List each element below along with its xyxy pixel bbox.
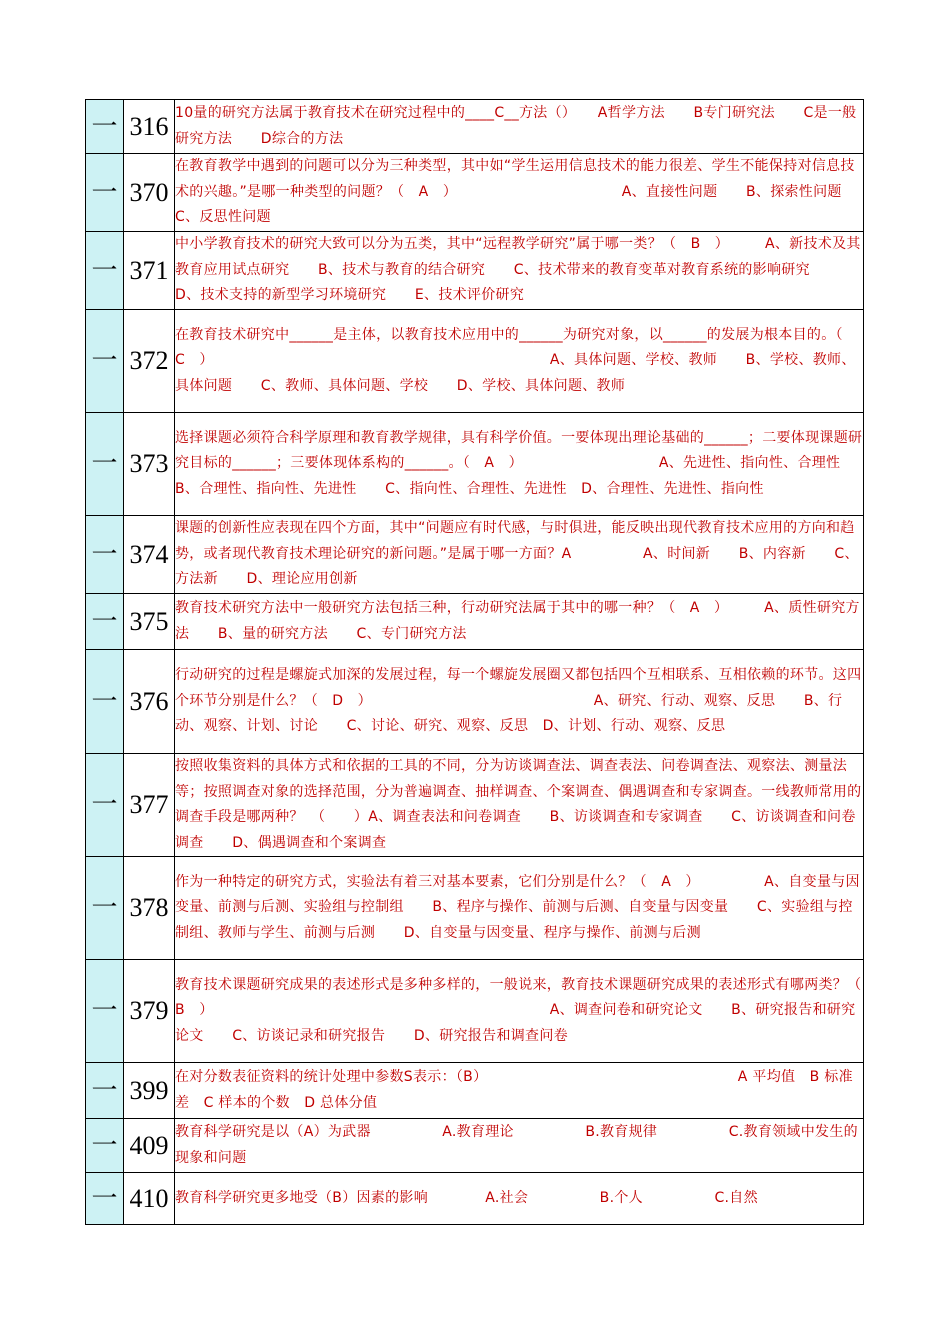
category-cell: 一 [86, 100, 124, 154]
question-number: 370 [124, 154, 175, 232]
category-cell: 一 [86, 754, 124, 857]
question-text: 按照收集资料的具体方式和依据的工具的不同，分为访谈调查法、调查表法、问卷调查法、观察法、测量法等；按照调查对象的选择范围，分为普遍调查、抽样调查、个案调查、偶遇调查和专家调查。一线教师常用的调查手段是哪两种？ （ ）A、调查表法和问卷调查 B、访谈调查和专家调查 C、访谈调查和问卷调查 D、偶遇调查和个案调查 [175, 758, 862, 851]
question-text: 教育技术课题研究成果的表述形式是多种多样的，一般说来，教育技术课题研究成果的表述形式有哪两类？（ B ） A、调查问卷和研究论文 B、研究报告和研究论文 C、访谈记录和研究报告 D、研究报告和调查问卷 [175, 976, 876, 1044]
question-text: 在教育教学中遇到的问题可以分为三种类型，其中如“学生运用信息技术的能力很差、学生不能保持对信息技术的兴趣。”是哪一种类型的问题？（ A ） A、直接性问题 B、探索性问题 C、反思性问题 [175, 158, 871, 226]
question-number: 377 [124, 754, 175, 857]
question-cell [175, 100, 864, 154]
category-cell: 一 [86, 1119, 124, 1173]
question-text: 教育科学研究是以（A）为武器 A.教育理论 B.教育规律 C.教育领域中发生的现象和问题 [175, 1124, 858, 1166]
category-cell: 一 [86, 650, 124, 754]
table-row [86, 754, 864, 857]
category-cell: 一 [86, 960, 124, 1063]
question-text: 教育技术研究方法中一般研究方法包括三种，行动研究法属于其中的哪一种？（ A ） A、质性研究方法 B、量的研究方法 C、专门研究方法 [175, 600, 860, 642]
question-text: 行动研究的过程是螺旋式加深的发展过程，每一个螺旋发展圈又都包括四个互相联系、互相依赖的环节。这四个环节分别是什么？（ D ） A、研究、行动、观察、反思 B、行动、观察、计划、讨论 C、讨论、研究、观察、反思 D、计划、行动、观察、反思 [175, 667, 862, 735]
question-number: 371 [124, 232, 175, 310]
category-cell: 一 [86, 1173, 124, 1225]
table-row [86, 1173, 864, 1225]
category-cell: 一 [86, 310, 124, 413]
table-row [86, 594, 864, 650]
question-number: 379 [124, 960, 175, 1063]
category-cell: 一 [86, 232, 124, 310]
table-row [86, 413, 864, 516]
question-text: 作为一种特定的研究方式，实验法有着三对基本要素，它们分别是什么？（ A ） A、自变量与因变量、前测与后测、实验组与控制组 B、程序与操作、前测与后测、自变量与因变量 C、实验组与控制组、教师与学生、前测与后测 D、自变量与因变量、程序与操作、前测与后测 [175, 873, 860, 941]
question-cell [175, 1119, 864, 1173]
question-number: 399 [124, 1063, 175, 1119]
category-cell: 一 [86, 154, 124, 232]
category-cell: 一 [86, 413, 124, 516]
question-number: 316 [124, 100, 175, 154]
question-cell [175, 516, 864, 594]
question-text: 中小学教育技术的研究大致可以分为五类，其中“远程教学研究”属于哪一类？（ B ） A、新技术及其教育应用试点研究 B、技术与教育的结合研究 C、技术带来的教育变革对教育系统的影响研究 D、技术支持的新型学习环境研究 E、技术评价研究 [175, 236, 861, 304]
table-row [86, 516, 864, 594]
question-cell [175, 857, 864, 960]
question-cell [175, 154, 871, 232]
table-row [86, 960, 864, 1063]
table-row [86, 100, 864, 154]
question-cell [175, 754, 864, 857]
question-table [85, 99, 876, 1225]
question-cell [175, 1173, 864, 1225]
category-cell: 一 [86, 857, 124, 960]
question-text: 课题的创新性应表现在四个方面，其中“问题应有时代感，与时俱进，能反映出现代教育技术应用的方向和趋势，或者现代教育技术理论研究的新问题。”是属于哪一方面？A A、时间新 B、内容新 C、方法新 D、理论应用创新 [175, 520, 859, 588]
question-text: 选择课题必须符合科学原理和教育教学规律，具有科学价值。一要体现出理论基础的______；二要体现课题研究目标的______；三要体现体系构的______。（ A ） A、先进性、指向性、合理性 B、合理性、指向性、先进性 C、指向性、合理性、先进性 D、合理性、先进性、指向性 [175, 429, 869, 497]
category-cell: 一 [86, 594, 124, 650]
table-row [86, 1119, 864, 1173]
table-row [86, 1063, 864, 1119]
question-cell [175, 960, 876, 1063]
question-text: 10量的研究方法属于教育技术在研究过程中的____C__方法（） A哲学方法 B专门研究法 C是一般研究方法 D综合的方法 [175, 105, 857, 147]
table-row [86, 857, 864, 960]
question-cell [175, 1063, 864, 1119]
category-cell: 一 [86, 516, 124, 594]
question-text: 教育科学研究更多地受（B）因素的影响 A.社会 B.个人 C.自然 [175, 1189, 758, 1206]
category-cell: 一 [86, 1063, 124, 1119]
table-row [86, 650, 864, 754]
question-number: 372 [124, 310, 175, 413]
table-row [86, 232, 864, 310]
question-number: 374 [124, 516, 175, 594]
question-text: 在教育技术研究中______是主体，以教育技术应用中的______为研究对象，以______的发展为根本目的。（ C ） A、具体问题、学校、教师 B、学校、教师、具体问题 C、教师、具体问题、学校 D、学校、具体问题、教师 [175, 326, 858, 394]
question-number: 376 [124, 650, 175, 754]
table-row [86, 310, 864, 413]
table-row [86, 154, 864, 232]
question-cell [175, 413, 869, 516]
question-cell [175, 310, 864, 413]
question-number: 409 [124, 1119, 175, 1173]
question-cell [175, 232, 864, 310]
question-number: 373 [124, 413, 175, 516]
question-cell [175, 594, 864, 650]
question-number: 378 [124, 857, 175, 960]
question-number: 410 [124, 1173, 175, 1225]
question-cell [175, 650, 864, 754]
question-text: 在对分数表征资料的统计处理中参数S表示：（B） A 平均值 B 标准差 C 样本的个数 D 总体分值 [175, 1069, 853, 1111]
question-number: 375 [124, 594, 175, 650]
